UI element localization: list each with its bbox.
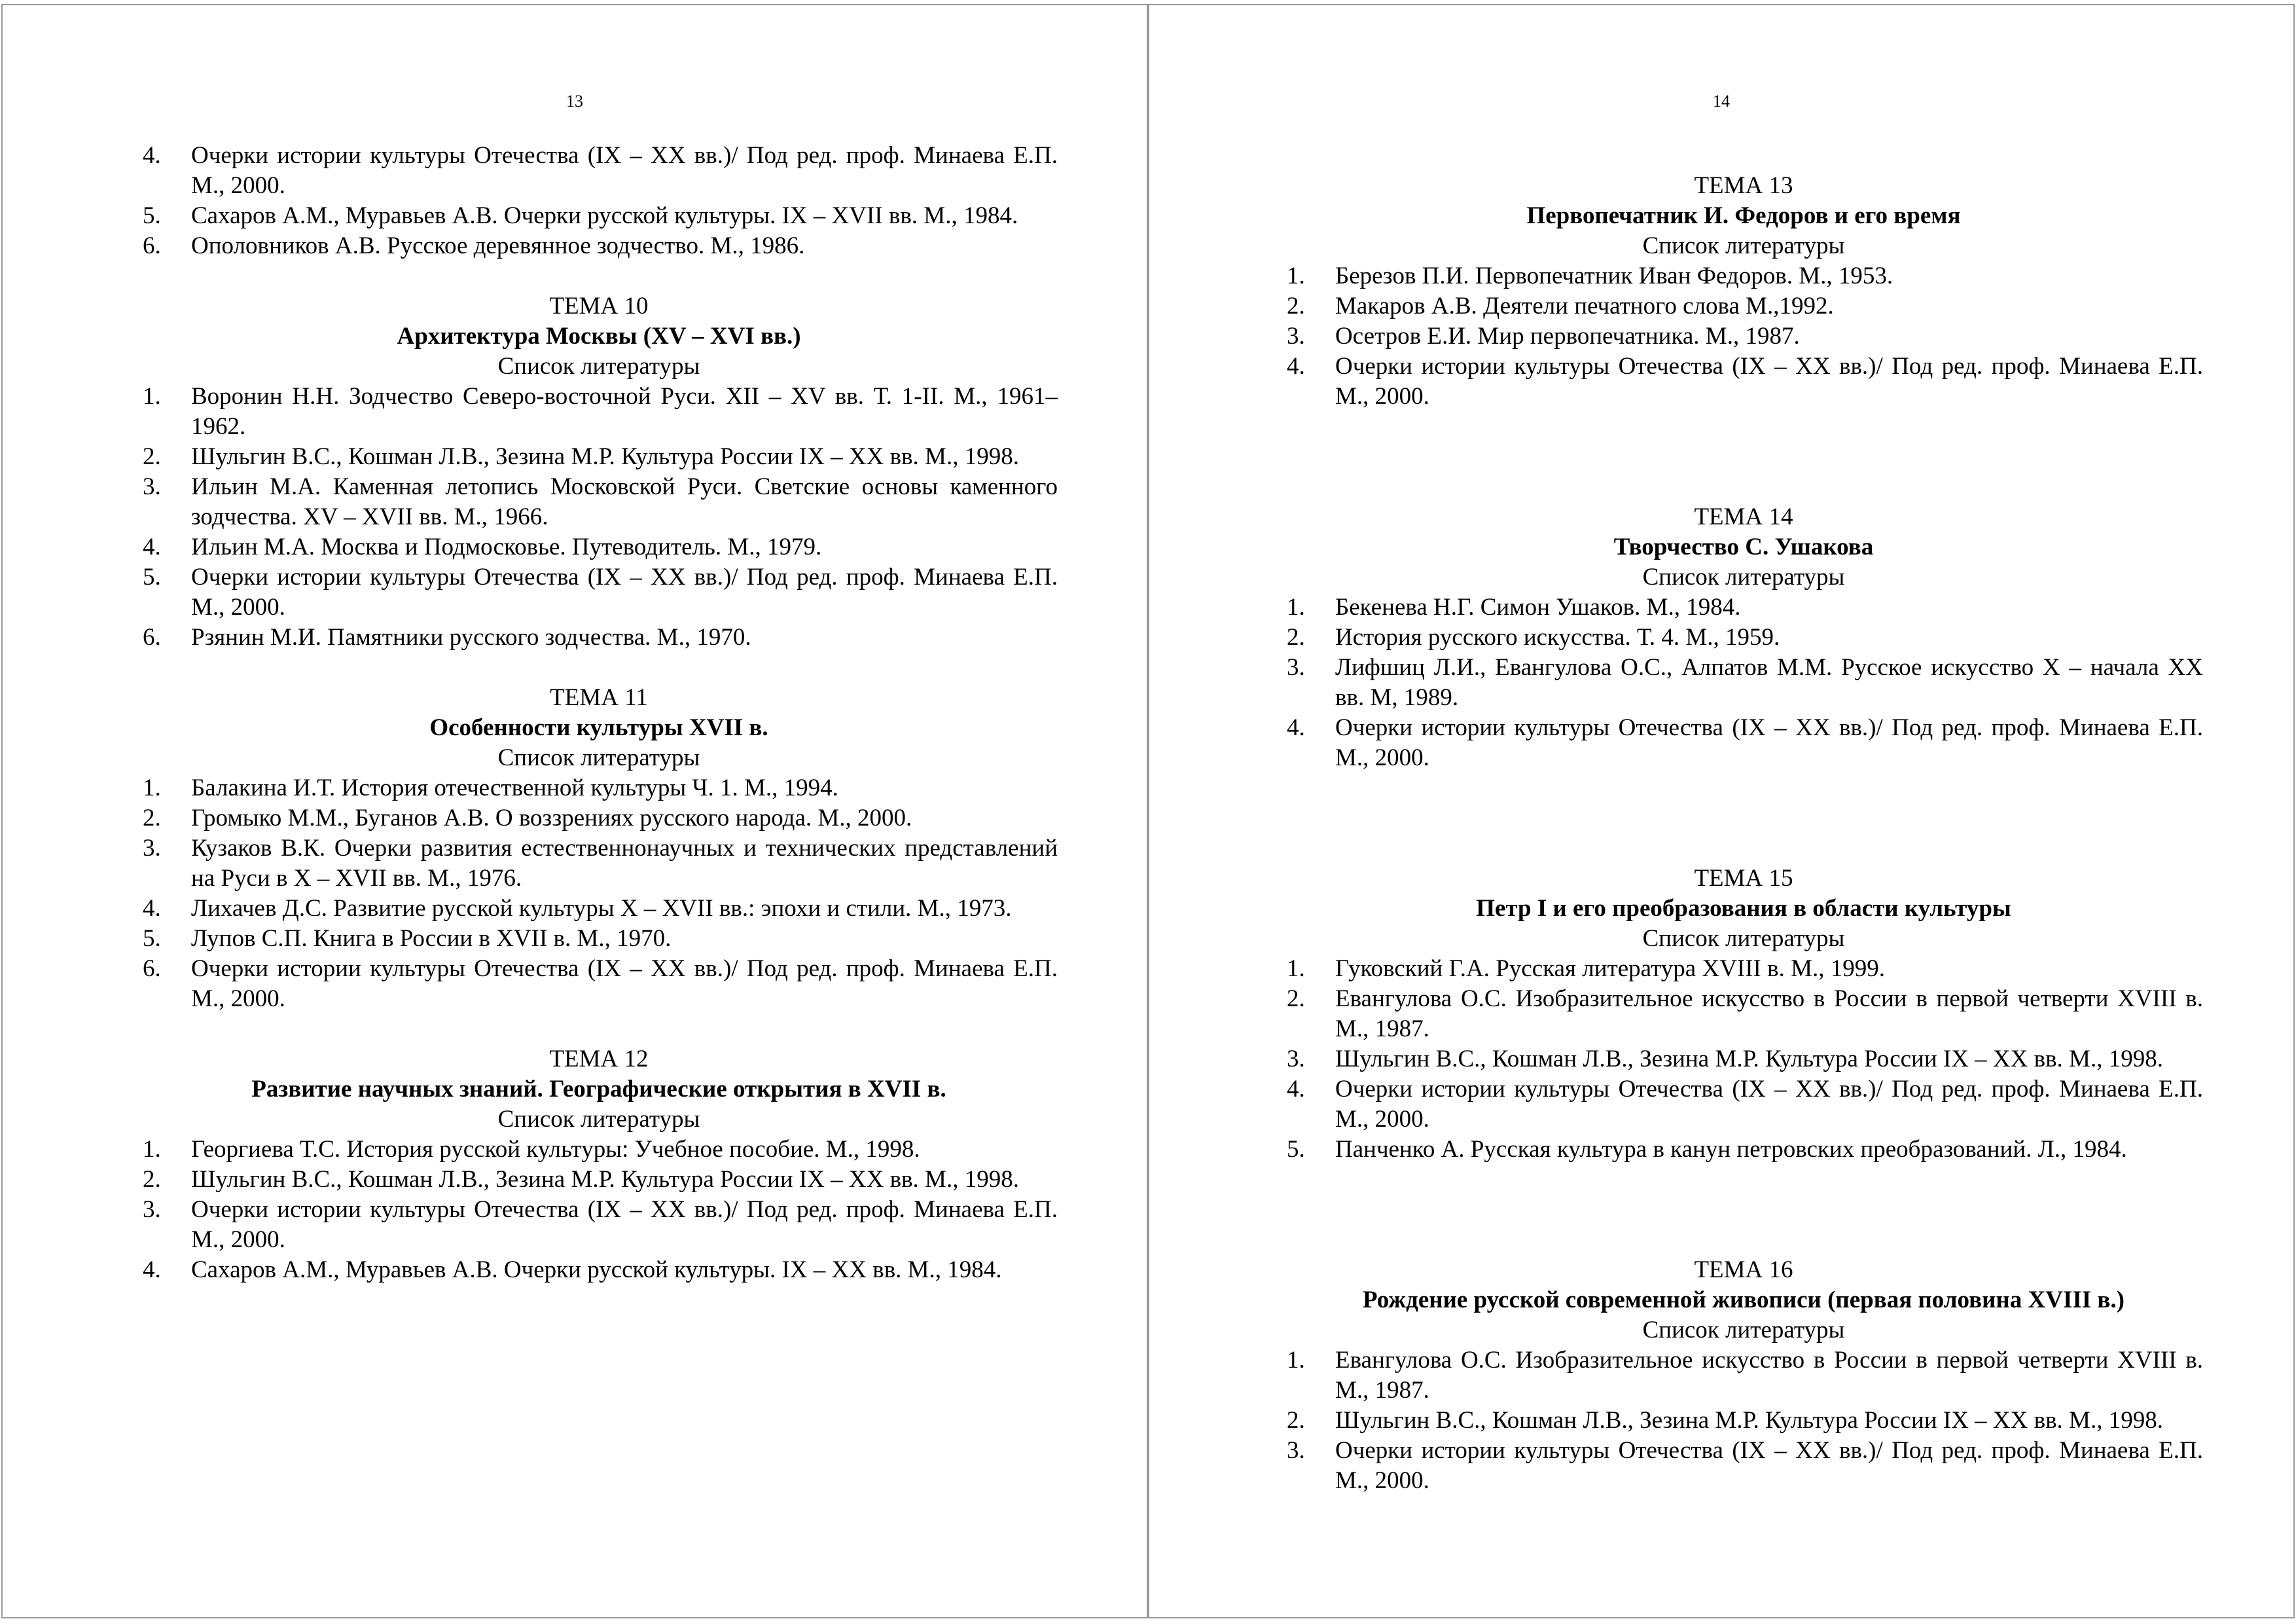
section-number: ТЕМА 14	[1694, 503, 1793, 530]
section-subtitle: Список литературы	[497, 1106, 700, 1133]
item-number: 1.	[143, 775, 161, 801]
item-number: 1.	[1287, 594, 1305, 621]
item-text: Очерки истории культуры Отечества (IX – XX вв.)/ Под ред. проф. Минаева Е.П. М., 2000.	[1335, 353, 2203, 410]
page-13	[1, 4, 1148, 1618]
list-item	[1284, 653, 2203, 713]
list-item	[1284, 623, 2203, 653]
item-number: 4.	[143, 534, 161, 560]
section-number: ТЕМА 12	[549, 1046, 649, 1072]
section-title: Архитектура Москвы (XV – XVI вв.)	[397, 323, 801, 350]
item-text: Евангулова О.С. Изобразительное искусство в России в первой четверти XVIII в. М., 1987.	[1335, 985, 2203, 1042]
item-text: Шульгин В.С., Кошман Л.В., Зезина М.Р. Культура России IX – XX вв. М., 1998.	[1335, 1407, 2163, 1434]
section-title: Творчество С. Ушакова	[1613, 534, 1874, 560]
list-item	[140, 562, 1058, 623]
item-text: Лихачев Д.С. Развитие русской культуры X – XVII вв.: эпохи и стили. М., 1973.	[191, 895, 1012, 922]
list-item	[140, 1165, 1058, 1195]
page-number: 13	[566, 92, 583, 111]
item-number: 4.	[1287, 1076, 1305, 1103]
item-number: 2.	[1287, 985, 1305, 1012]
item-number: 1.	[143, 1136, 161, 1163]
item-text: Сахаров А.М., Муравьев А.В. Очерки русской культуры. IX – XX вв. М., 1984.	[191, 1256, 1002, 1283]
item-number: 6.	[143, 232, 161, 259]
section-title: Рождение русской современной живописи (первая половина XVIII в.)	[1363, 1286, 2125, 1313]
list-item	[140, 382, 1058, 442]
section-subtitle: Список литературы	[1642, 232, 1845, 259]
item-number: 1.	[1287, 1347, 1305, 1374]
section-tema-16	[1284, 1255, 2203, 1496]
reference-list	[1284, 1345, 2203, 1496]
list-item	[140, 894, 1058, 924]
item-text: Шульгин В.С., Кошман Л.В., Зезина М.Р. Культура России IX – XX вв. М., 1998.	[191, 443, 1019, 470]
item-text: Очерки истории культуры Отечества (IX – XX вв.)/ Под ред. проф. Минаева Е.П. М., 2000.	[191, 564, 1058, 621]
page-content	[1284, 171, 2203, 1496]
list-item	[140, 442, 1058, 472]
item-number: 6.	[143, 624, 161, 651]
item-text: Лупов С.П. Книга в России в XVII в. М., 1970.	[191, 925, 672, 952]
item-text: Георгиева Т.С. История русской культуры: Учебное пособие. М., 1998.	[191, 1136, 920, 1163]
item-number: 6.	[143, 955, 161, 982]
item-number: 2.	[1287, 293, 1305, 319]
page-14	[1148, 4, 2295, 1618]
section-number: ТЕМА 15	[1694, 865, 1793, 892]
item-number: 4.	[1287, 714, 1305, 741]
section-subtitle: Список литературы	[1642, 564, 1845, 591]
list-item	[1284, 261, 2203, 291]
item-text: Гуковский Г.А. Русская литература XVIII в. М., 1999.	[1335, 955, 1885, 982]
section-title: Первопечатник И. Федоров и его время	[1526, 202, 1961, 229]
section-number: ТЕМА 13	[1694, 172, 1793, 199]
item-text: Ильин М.А. Каменная летопись Московской Руси. Светские основы каменного зодчества. XV – XVII вв. М., 1966.	[191, 473, 1058, 530]
list-item	[140, 1135, 1058, 1165]
item-number: 2.	[1287, 624, 1305, 651]
section-title: Особенности культуры XVII в.	[429, 714, 768, 741]
item-number: 5.	[143, 564, 161, 591]
item-number: 3.	[143, 835, 161, 862]
item-number: 2.	[1287, 1407, 1305, 1434]
item-number: 4.	[143, 142, 161, 169]
item-number: 3.	[143, 473, 161, 500]
item-text: Панченко А. Русская культура в канун петровских преобразований. Л., 1984.	[1335, 1136, 2127, 1163]
list-item	[1284, 291, 2203, 321]
item-text: Ополовников А.В. Русское деревянное зодчество. М., 1986.	[191, 232, 805, 259]
list-item	[1284, 1406, 2203, 1436]
item-text: Очерки истории культуры Отечества (IX – XX вв.)/ Под ред. проф. Минаева Е.П. М., 2000.	[191, 1196, 1058, 1253]
item-text: Макаров А.В. Деятели печатного слова М.,1992.	[1335, 293, 1834, 319]
item-number: 5.	[1287, 1136, 1305, 1163]
list-item	[1284, 593, 2203, 623]
item-number: 5.	[143, 925, 161, 952]
list-item	[1284, 1044, 2203, 1074]
item-text: Шульгин В.С., Кошман Л.В., Зезина М.Р. Культура России IX – XX вв. М., 1998.	[191, 1166, 1019, 1193]
section-subtitle: Список литературы	[1642, 925, 1845, 952]
section-tema-13	[1284, 171, 2203, 412]
item-text: Очерки истории культуры Отечества (IX – XX вв.)/ Под ред. проф. Минаева Е.П. М., 2000.	[1335, 1437, 2203, 1494]
item-text: Очерки истории культуры Отечества (IX – XX вв.)/ Под ред. проф. Минаева Е.П. М., 2000.	[1335, 1076, 2203, 1133]
section-tema-10	[140, 291, 1058, 653]
list-item	[140, 472, 1058, 532]
continued-list	[140, 141, 1058, 261]
reference-list	[1284, 593, 2203, 773]
reference-list	[1284, 954, 2203, 1165]
list-item	[1284, 1135, 2203, 1165]
section-tema-15	[1284, 864, 2203, 1165]
item-number: 3.	[1287, 323, 1305, 350]
section-title: Развитие научных знаний. Географические открытия в XVII в.	[251, 1076, 946, 1103]
item-number: 1.	[143, 383, 161, 410]
item-number: 1.	[1287, 955, 1305, 982]
section-tema-12	[140, 1044, 1058, 1285]
item-number: 4.	[1287, 353, 1305, 380]
list-item	[140, 1195, 1058, 1255]
item-number: 3.	[1287, 1046, 1305, 1072]
list-item	[1284, 984, 2203, 1044]
item-number: 4.	[143, 895, 161, 922]
item-text: Шульгин В.С., Кошман Л.В., Зезина М.Р. Культура России IX – XX вв. М., 1998.	[1335, 1046, 2163, 1072]
item-text: История русского искусства. Т. 4. М., 1959.	[1335, 624, 1780, 651]
item-text: Кузаков В.К. Очерки развития естественнонаучных и технических представлений на Руси в X – XVII вв. М., 1976.	[191, 835, 1058, 892]
item-number: 3.	[1287, 654, 1305, 681]
list-item	[140, 532, 1058, 562]
section-title: Петр I и его преобразования в области культуры	[1476, 895, 2011, 922]
list-item	[140, 1255, 1058, 1285]
section-subtitle: Список литературы	[497, 353, 700, 380]
item-number: 2.	[143, 805, 161, 831]
item-text: Сахаров А.М., Муравьев А.В. Очерки русской культуры. IX – XVII вв. М., 1984.	[191, 202, 1018, 229]
list-item	[1284, 1436, 2203, 1496]
item-number: 2.	[143, 443, 161, 470]
list-item	[1284, 321, 2203, 352]
page-content	[140, 141, 1058, 1285]
list-item	[140, 231, 1058, 261]
item-text: Рзянин М.И. Памятники русского зодчества. М., 1970.	[191, 624, 751, 651]
list-item	[140, 803, 1058, 833]
list-item	[140, 623, 1058, 653]
item-text: Громыко М.М., Буганов А.В. О воззрениях русского народа. М., 2000.	[191, 805, 912, 831]
item-text: Бекенева Н.Г. Симон Ушаков. М., 1984.	[1335, 594, 1741, 621]
list-item	[140, 833, 1058, 894]
item-number: 5.	[143, 202, 161, 229]
reference-list	[140, 773, 1058, 1014]
item-text: Балакина И.Т. История отечественной культуры Ч. 1. М., 1994.	[191, 775, 838, 801]
list-item	[140, 141, 1058, 201]
list-item	[140, 924, 1058, 954]
list-item	[140, 201, 1058, 231]
reference-list	[140, 382, 1058, 653]
item-text: Очерки истории культуры Отечества (IX – XX вв.)/ Под ред. проф. Минаева Е.П. М., 2000.	[191, 142, 1058, 199]
reference-list	[140, 1135, 1058, 1285]
list-item	[1284, 713, 2203, 773]
list-item	[1284, 954, 2203, 984]
section-subtitle: Список литературы	[497, 744, 700, 771]
list-item	[140, 773, 1058, 803]
item-text: Березов П.И. Первопечатник Иван Федоров. М., 1953.	[1335, 263, 1893, 289]
item-number: 4.	[143, 1256, 161, 1283]
section-tema-11	[140, 683, 1058, 1014]
item-text: Очерки истории культуры Отечества (IX – XX вв.)/ Под ред. проф. Минаева Е.П. М., 2000.	[191, 955, 1058, 1012]
section-number: ТЕМА 10	[549, 293, 649, 319]
item-number: 3.	[1287, 1437, 1305, 1464]
section-number: ТЕМА 11	[550, 684, 648, 711]
item-number: 3.	[143, 1196, 161, 1223]
section-tema-14	[1284, 502, 2203, 773]
item-text: Ильин М.А. Москва и Подмосковье. Путеводитель. М., 1979.	[191, 534, 822, 560]
item-number: 2.	[143, 1166, 161, 1193]
item-text: Осетров Е.И. Мир первопечатника. М., 1987.	[1335, 323, 1800, 350]
section-number: ТЕМА 16	[1694, 1256, 1793, 1283]
item-text: Лифшиц Л.И., Евангулова О.С., Алпатов М.М. Русское искусство X – начала XX вв. М, 1989.	[1335, 654, 2203, 711]
list-item	[140, 954, 1058, 1014]
item-text: Очерки истории культуры Отечества (IX – XX вв.)/ Под ред. проф. Минаева Е.П. М., 2000.	[1335, 714, 2203, 771]
item-text: Воронин Н.Н. Зодчество Северо-восточной Руси. XII – XV вв. Т. 1-II. М., 1961–1962.	[191, 383, 1058, 440]
reference-list	[1284, 261, 2203, 412]
page-number: 14	[1713, 92, 1730, 111]
list-item	[1284, 1074, 2203, 1135]
section-subtitle: Список литературы	[1642, 1317, 1845, 1343]
list-item	[1284, 1345, 2203, 1406]
list-item	[1284, 352, 2203, 412]
item-number: 1.	[1287, 263, 1305, 289]
item-text: Евангулова О.С. Изобразительное искусство в России в первой четверти XVIII в. М., 1987.	[1335, 1347, 2203, 1404]
